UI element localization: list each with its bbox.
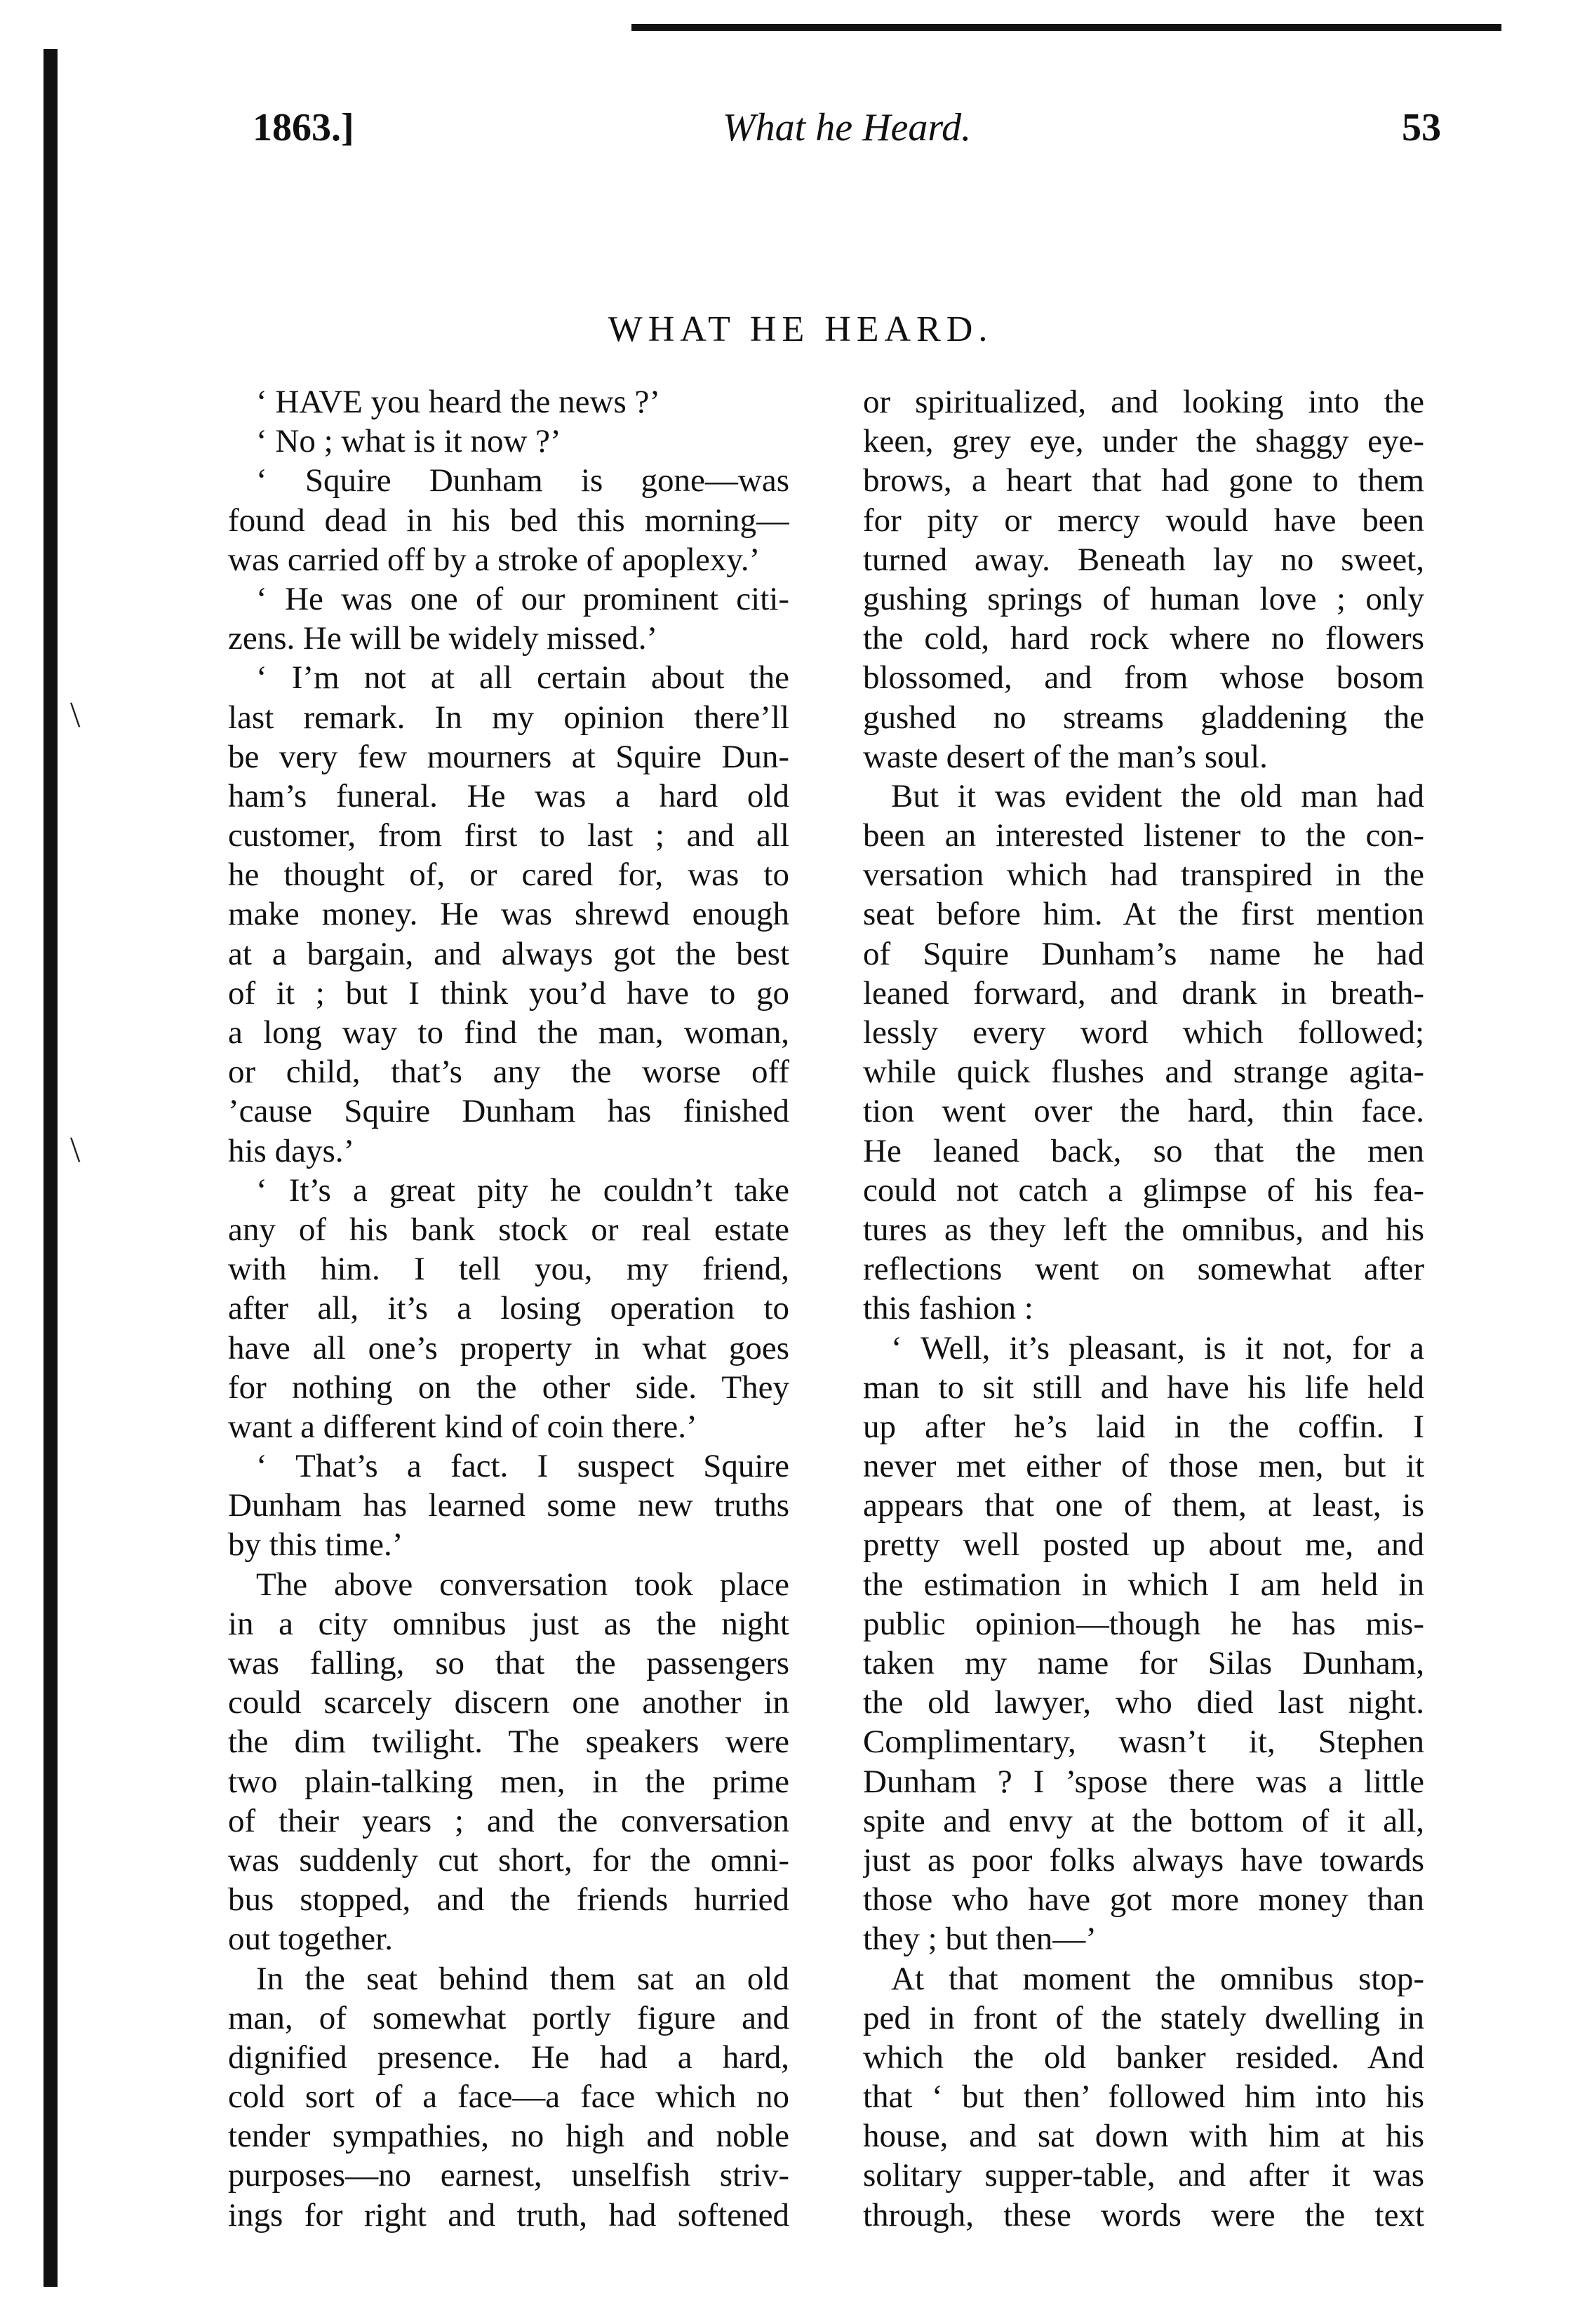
text-line: never met either of those men, but it xyxy=(863,1448,1424,1485)
text-line: at a bargain, and always got the best xyxy=(228,935,789,972)
text-line: of Squire Dunham’s name he had xyxy=(863,935,1424,972)
text-line: a long way to find the man, woman, xyxy=(228,1014,789,1051)
text-line: ‘ That’s a fact. I suspect Squire xyxy=(256,1448,789,1485)
text-line: man, of somewhat portly figure and xyxy=(228,1999,789,2036)
text-line: he thought of, or cared for, was to xyxy=(228,857,789,894)
left-text-column xyxy=(228,382,789,2235)
text-line: for pity or mercy would have been xyxy=(863,502,1424,539)
text-line: customer, from first to last ; and all xyxy=(228,817,789,854)
text-line: want a different kind of coin there.’ xyxy=(228,1408,697,1445)
text-line: out together. xyxy=(228,1921,393,1958)
text-line: have all one’s property in what goes xyxy=(228,1329,789,1366)
text-line: be very few mourners at Squire Dun- xyxy=(228,738,789,775)
text-line: tures as they left the omnibus, and his xyxy=(863,1211,1424,1248)
page-number: 53 xyxy=(1402,106,1441,149)
text-line: which the old banker resided. And xyxy=(863,2038,1424,2076)
text-line: ‘ Squire Dunham is gone—was xyxy=(256,462,789,499)
text-line: was falling, so that the passengers xyxy=(228,1645,789,1681)
text-line: could scarcely discern one another in xyxy=(228,1684,789,1721)
text-line: ‘ It’s a great pity he couldn’t take xyxy=(256,1171,789,1209)
text-line: this fashion : xyxy=(863,1290,1033,1327)
text-line: his days.’ xyxy=(228,1132,355,1169)
text-line: for nothing on the other side. They xyxy=(228,1369,789,1406)
text-line: man to sit still and have his life held xyxy=(863,1369,1424,1406)
text-line: He leaned back, so that the men xyxy=(863,1132,1424,1169)
text-line: ings for right and truth, had softened xyxy=(228,2196,789,2234)
text-line: the dim twilight. The speakers were xyxy=(228,1724,789,1761)
header-year: 1863.] xyxy=(253,106,354,149)
text-line: ‘ HAVE you heard the news ?’ xyxy=(256,384,661,420)
text-line: found dead in his bed this morning— xyxy=(228,502,789,539)
running-header xyxy=(0,105,1573,154)
text-line: that ‘ but then’ followed him into his xyxy=(863,2078,1424,2116)
text-line: ‘ Well, it’s pleasant, is it not, for a xyxy=(891,1329,1424,1366)
text-line: In the seat behind them sat an old xyxy=(256,1960,789,1997)
text-line: or child, that’s any the worse off xyxy=(228,1054,789,1091)
text-line: turned away. Beneath lay no sweet, xyxy=(863,541,1424,578)
text-line: by this time.’ xyxy=(228,1526,403,1564)
text-line: versation which had transpired in the xyxy=(863,857,1424,894)
binding-edge-shadow xyxy=(43,49,58,2287)
text-line: seat before him. At the first mention xyxy=(863,896,1424,933)
text-line: appears that one of them, at least, is xyxy=(863,1487,1424,1524)
text-line: while quick flushes and strange agita- xyxy=(863,1054,1424,1091)
margin-mark: \ xyxy=(70,695,81,735)
right-text-column xyxy=(863,382,1424,2235)
text-line: last remark. In my opinion there’ll xyxy=(228,699,789,736)
text-line: with him. I tell you, my friend, xyxy=(228,1251,789,1288)
text-line: ‘ I’m not at all certain about the xyxy=(256,659,789,697)
text-line: could not catch a glimpse of his fea- xyxy=(863,1171,1424,1209)
text-line: Complimentary, wasn’t it, Stephen xyxy=(863,1724,1424,1761)
header-running-title: What he Heard. xyxy=(723,106,972,149)
text-line: At that moment the omnibus stop- xyxy=(891,1960,1424,1997)
text-line: blossomed, and from whose bosom xyxy=(863,659,1424,697)
text-line: the old lawyer, who died last night. xyxy=(863,1684,1424,1721)
text-line: purposes—no earnest, unselfish striv- xyxy=(228,2157,789,2194)
text-line: any of his bank stock or real estate xyxy=(228,1211,789,1248)
text-line: the cold, hard rock where no flowers xyxy=(863,620,1424,657)
text-line: up after he’s laid in the coffin. I xyxy=(863,1408,1424,1445)
text-line: taken my name for Silas Dunham, xyxy=(863,1645,1424,1681)
text-line: gushing springs of human love ; only xyxy=(863,580,1424,617)
text-line: ‘ No ; what is it now ?’ xyxy=(256,423,561,460)
text-line: of their years ; and the conversation xyxy=(228,1802,789,1839)
text-line: been an interested listener to the con- xyxy=(863,817,1424,854)
text-line: cold sort of a face—a face which no xyxy=(228,2078,789,2116)
text-line: house, and sat down with him at his xyxy=(863,2118,1424,2155)
text-line: or spiritualized, and looking into the xyxy=(863,384,1424,420)
text-line: those who have got more money than xyxy=(863,1881,1424,1919)
text-line: reflections went on somewhat after xyxy=(863,1251,1424,1288)
text-line: they ; but then—’ xyxy=(863,1921,1097,1958)
text-line: But it was evident the old man had xyxy=(891,777,1424,814)
text-line: keen, grey eye, under the shaggy eye- xyxy=(863,423,1424,460)
text-line: was carried off by a stroke of apoplexy.’ xyxy=(228,541,761,578)
text-line: dignified presence. He had a hard, xyxy=(228,2038,789,2076)
text-line: leaned forward, and drank in breath- xyxy=(863,974,1424,1012)
text-line: brows, a heart that had gone to them xyxy=(863,462,1424,499)
text-line: public opinion—though he has mis- xyxy=(863,1605,1424,1642)
text-line: in a city omnibus just as the night xyxy=(228,1605,789,1642)
top-border-rule xyxy=(631,24,1501,31)
text-line: bus stopped, and the friends hurried xyxy=(228,1881,789,1919)
text-line: ham’s funeral. He was a hard old xyxy=(228,777,789,814)
text-line: gushed no streams gladdening the xyxy=(863,699,1424,736)
text-line: ‘ He was one of our prominent citi- xyxy=(256,580,789,617)
text-line: the estimation in which I am held in xyxy=(863,1566,1424,1603)
text-line: solitary supper-table, and after it was xyxy=(863,2157,1424,2194)
text-line: two plain-talking men, in the prime xyxy=(228,1763,789,1800)
text-line: just as poor folks always have towards xyxy=(863,1841,1424,1879)
text-line: through, these words were the text xyxy=(863,2196,1424,2234)
text-line: after all, it’s a losing operation to xyxy=(228,1290,789,1327)
margin-mark: \ xyxy=(70,1130,81,1170)
text-line: Dunham ? I ’spose there was a little xyxy=(863,1763,1424,1800)
text-line: make money. He was shrewd enough xyxy=(228,896,789,933)
text-line: zens. He will be widely missed.’ xyxy=(228,620,658,657)
text-line: spite and envy at the bottom of it all, xyxy=(863,1802,1424,1839)
text-line: The above conversation took place xyxy=(256,1566,789,1603)
text-line: of it ; but I think you’d have to go xyxy=(228,974,789,1012)
text-line: ’cause Squire Dunham has finished xyxy=(228,1093,789,1130)
article-title: WHAT HE HEARD. xyxy=(608,309,993,349)
text-line: pretty well posted up about me, and xyxy=(863,1526,1424,1564)
text-line: ped in front of the stately dwelling in xyxy=(863,1999,1424,2036)
text-line: lessly every word which followed; xyxy=(863,1014,1424,1051)
text-line: waste desert of the man’s soul. xyxy=(863,738,1268,775)
text-line: tender sympathies, no high and noble xyxy=(228,2118,789,2155)
text-line: tion went over the hard, thin face. xyxy=(863,1093,1424,1130)
text-line: was suddenly cut short, for the omni- xyxy=(228,1841,789,1879)
text-line: Dunham has learned some new truths xyxy=(228,1487,789,1524)
